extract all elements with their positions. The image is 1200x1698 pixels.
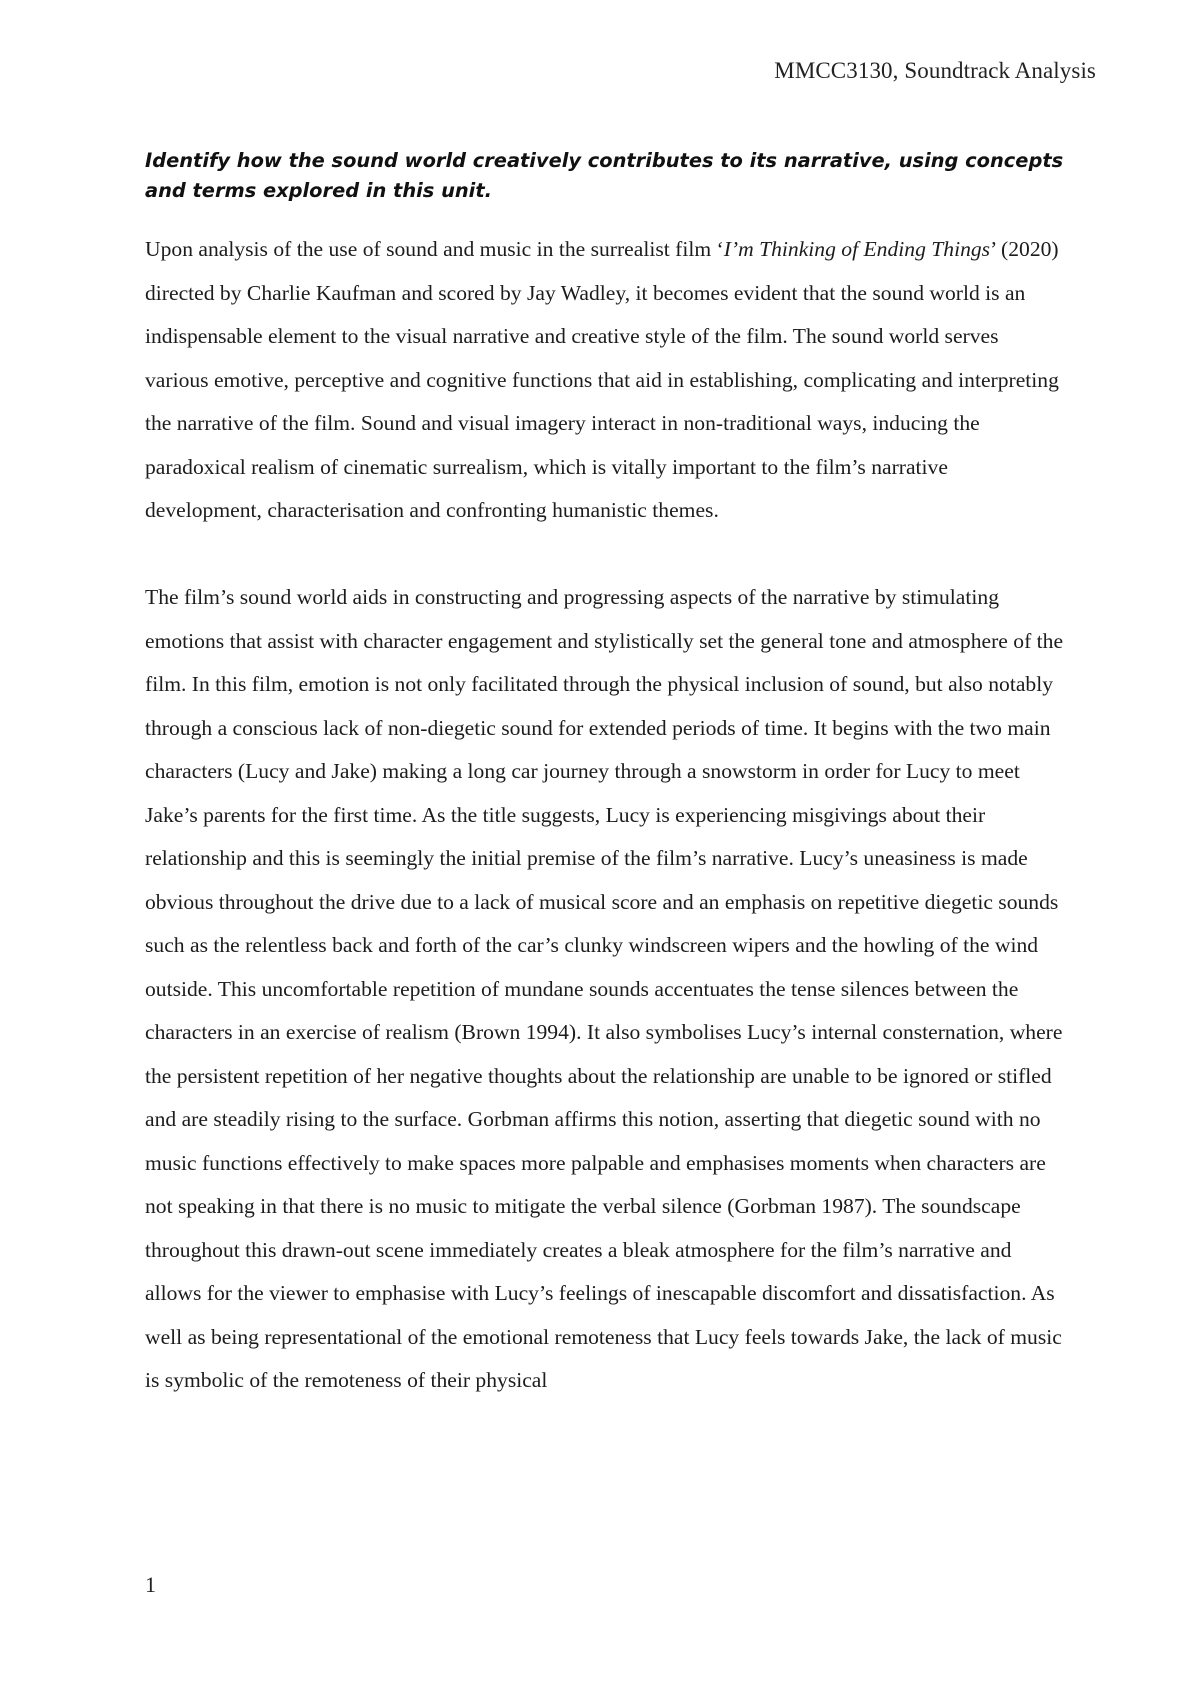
paragraph-introduction-lead: Upon analysis of the use of sound and music in the surrealist film ‘ (145, 237, 724, 261)
page-number: 1 (145, 1572, 156, 1597)
running-header: MMCC3130, Soundtrack Analysis (774, 58, 1096, 83)
paragraph-introduction (145, 228, 1065, 533)
paragraph-body: The film’s sound world aids in constructing and progressing aspects of the narrative by stimulating emotions that assist with character engagement and stylistically set the general tone and atmosphere of the film. In this film, emotion is not only facilitated through the physical inclusion of sound, but also notably through a conscious lack of non-diegetic sound for extended periods of time. It begins with the two main characters (Lucy and Jake) making a long car journey through a snowstorm in order for Lucy to meet Jake’s parents for the first time. As the title suggests, Lucy is experiencing misgivings about their relationship and this is seemingly the initial premise of the film’s narrative. Lucy’s uneasiness is made obvious throughout the drive due to a lack of musical score and an emphasis on repetitive diegetic sounds such as the relentless back and forth of the car’s clunky windscreen wipers and the howling of the wind outside. This uncomfortable repetition of mundane sounds accentuates the tense silences between the characters in an exercise of realism (Brown 1994). It also symbolises Lucy’s internal consternation, where the persistent repetition of her negative thoughts about the relationship are unable to be ignored or stifled and are steadily rising to the surface. Gorbman affirms this notion, asserting that diegetic sound with no music functions effectively to make spaces more palpable and emphasises moments when characters are not speaking in that there is no music to mitigate the verbal silence (Gorbman 1987). The soundscape throughout this drawn-out scene immediately creates a bleak atmosphere for the film’s narrative and allows for the viewer to emphasise with Lucy’s feelings of inescapable discomfort and dissatisfaction. As well as being representational of the emotional remoteness that Lucy feels towards Jake, the lack of music is symbolic of the remoteness of their physical (145, 585, 1064, 1392)
paragraph-introduction-rest: ’ (2020) directed by Charlie Kaufman and scored by Jay Wadley, it becomes evident that the sound world is an indispensable element to the visual narrative and creative style of the film. The sound world serves various emotive, perceptive and cognitive functions that aid in establishing, complicating and interpreting the narrative of the film. Sound and visual imagery interact in non-traditional ways, inducing the paradoxical realism of cinematic surrealism, which is vitally important to the film’s narrative development, characterisation and confronting humanistic themes. (145, 237, 1059, 522)
paragraph-spacer (145, 533, 1065, 577)
film-title: I’m Thinking of Ending Things (723, 237, 991, 261)
essay-question: Identify how the sound world creatively contributes to its narrative, using concepts and terms explored in this unit. (145, 149, 1064, 202)
document-body (145, 146, 1065, 1403)
